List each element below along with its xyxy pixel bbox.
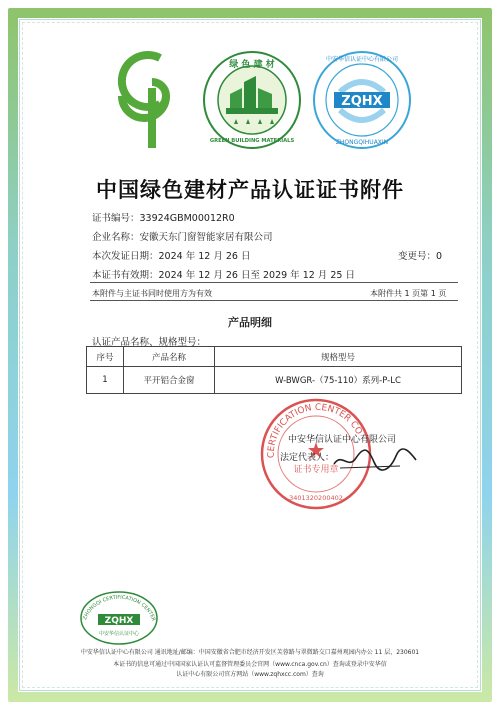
cell-product: 平开铝合金窗 — [124, 367, 215, 394]
product-table — [86, 346, 462, 394]
issue-date-value: 2024 年 12 月 26 日 — [158, 251, 251, 262]
company-field — [92, 229, 273, 243]
product-list-label: 认证产品名称、规格型号： — [92, 337, 207, 348]
change-number-field — [398, 248, 442, 262]
table-header-row — [87, 347, 462, 367]
legal-rep-label: 法定代表人： — [280, 453, 335, 463]
product-details-heading: 产品明细 — [228, 316, 272, 329]
issue-date-label: 本次发证日期： — [92, 251, 159, 262]
zqhx-logo-text: ZQHX — [341, 94, 383, 109]
seal-number-text: 3401320200402 — [289, 494, 343, 502]
zqhx-logo — [310, 48, 414, 152]
footer-query-line-1: 本证书的信息可通过中国国家认证认可监督管理委员会官网（www.cnca.gov.cn）查询或登录中安华信 — [113, 661, 387, 668]
footer-seal-ring-text: ZHONGQI CERTIFICATION CENTER — [82, 594, 157, 622]
cgp-logo-icon — [108, 48, 194, 152]
signer-organization: 中安华信认证中心有限公司 — [288, 435, 397, 445]
separator-line-top — [90, 282, 458, 283]
footer-address-line: 中安华信认证中心有限公司 通讯地址/邮编：中国安徽省合肥市经济开发区芙蓉路与翠微路交口嘉州观园内办公 11 层，230601 — [80, 649, 420, 656]
seal-center-text: 证书专用章 — [293, 465, 339, 475]
footer-seal-text: ZQHX — [104, 616, 134, 626]
seal-ring-text: CERTIFICATION CENTER CO — [266, 402, 364, 459]
footer-seal-bottom-text: 中安华信认证中心 — [98, 631, 140, 637]
change-number-value: 0 — [436, 251, 443, 262]
issue-date-field — [92, 248, 250, 262]
company-value: 安徽天东门窗智能家居有限公司 — [139, 232, 273, 243]
column-header-product: 产品名称 — [124, 347, 215, 367]
green-mark-bottom-text: GREEN BUILDING MATERIALS — [209, 138, 295, 144]
page-count-note: 本附件共 1 页第 1 页 — [370, 289, 447, 298]
separator-line-bottom — [90, 300, 458, 301]
validity-value: 2024 年 12 月 26 日至 2029 年 12 月 25 日 — [158, 270, 355, 281]
signature-mark — [330, 440, 420, 476]
certificate-title: 中国绿色建材产品认证证书附件 — [96, 178, 404, 202]
zqhx-bottom-text: ZHONGQIHUAXIN — [335, 139, 389, 146]
cell-index: 1 — [87, 367, 124, 394]
logo-row — [0, 48, 500, 158]
cert-number-value: 33924GBM00012R0 — [139, 213, 235, 224]
zqhx-footer-seal-icon — [78, 586, 160, 646]
cert-number-field — [92, 210, 235, 224]
green-building-materials-mark — [198, 48, 306, 152]
green-mark-top-text: 绿 色 建 材 — [229, 60, 275, 70]
attachment-note: 本附件与主证书同时使用方为有效 — [92, 289, 212, 298]
company-label: 企业名称： — [92, 232, 140, 243]
footer-query-line-2: 认证中心有限公司官方网站（www.zqhxcc.com）查询 — [176, 671, 324, 678]
zqhx-top-text: 中安华信认证中心有限公司 — [325, 56, 399, 63]
cell-spec: W-BWGR-（75-110）系列-P-LC — [215, 367, 462, 394]
validity-field — [92, 267, 355, 281]
column-header-index: 序号 — [87, 347, 124, 367]
cgp-logo-text: CGP — [108, 48, 111, 49]
column-header-spec: 规格型号 — [215, 347, 462, 367]
table-row — [87, 367, 462, 394]
validity-label: 本证书有效期： — [92, 270, 159, 281]
cert-number-label: 证书编号： — [92, 213, 140, 224]
change-number-label: 变更号： — [398, 251, 437, 262]
